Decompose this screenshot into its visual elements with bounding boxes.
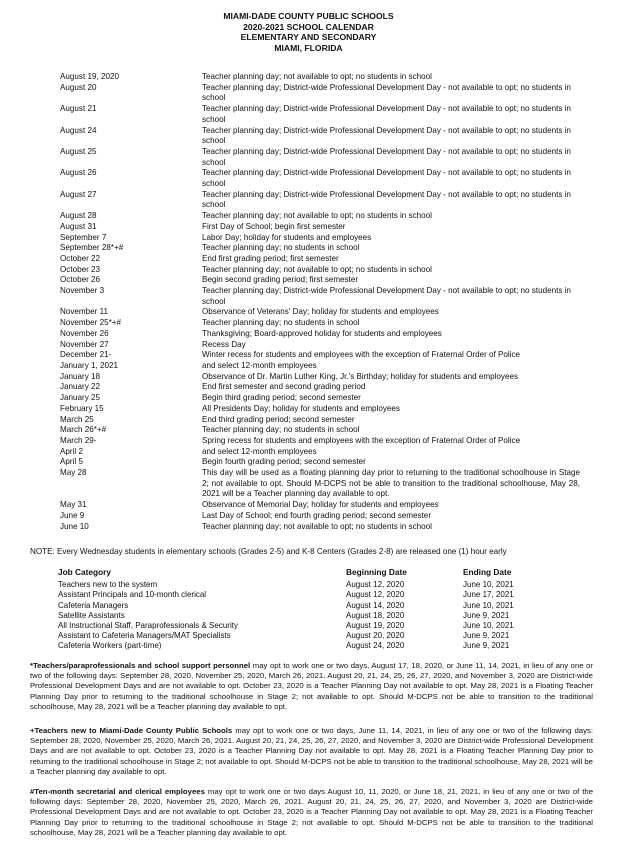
calendar-date: August 20 (60, 82, 97, 92)
header-level: ELEMENTARY AND SECONDARY (240, 32, 377, 43)
calendar-date: March 25 (60, 414, 94, 424)
calendar-date: August 24 (60, 125, 97, 135)
calendar-date: August 26 (60, 168, 97, 178)
calendar-date: January 1, 2021 (60, 360, 119, 370)
calendar-date: August 21 (60, 104, 97, 114)
calendar-row (60, 190, 580, 211)
footnote-teachers-paraprofessionals (30, 661, 593, 712)
ending-date: June 17, 2021 (463, 590, 514, 600)
calendar-date: June 9 (60, 510, 85, 520)
header-district: MIAMI-DADE COUNTY PUBLIC SCHOOLS (223, 11, 394, 21)
footnote-new-teachers (30, 726, 593, 777)
job-category-table (58, 567, 578, 652)
wednesday-note: NOTE: Every Wednesday students in elementary schools (Grades 2-5) and K-8 Centers (Grades 2-8) are released one (1) hour early (30, 547, 507, 556)
beginning-date: August 18, 2020 (346, 610, 405, 620)
calendar-row (60, 286, 580, 307)
beginning-date: August 19, 2020 (346, 621, 405, 631)
calendar-row (60, 361, 580, 372)
calendar-description: This day will be used as a floating planning day prior to returning to the traditional schoolhouse in Stage 2; not available to opt. Should M-DCPS not be able to transition to the traditional schoolhouse, May 28, 2021 will be a Teacher planning day available to opt. (202, 468, 580, 499)
beginning-date: August 24, 2020 (346, 641, 405, 651)
calendar-description: Teacher planning day; District-wide Professional Development Day - not available to opt; no students in school (202, 104, 571, 124)
calendar-date: September 28*+# (60, 243, 124, 253)
calendar-date: November 27 (60, 339, 109, 349)
calendar-row (60, 447, 580, 458)
calendar-row (60, 254, 580, 265)
job-table-body (58, 580, 578, 651)
calendar-date: March 26*+# (60, 425, 107, 435)
ending-date: June 10, 2021 (463, 580, 514, 590)
calendar-row (60, 415, 580, 426)
ending-date: June 10, 2021 (463, 600, 514, 610)
calendar-date: September 7 (60, 232, 107, 242)
calendar-description: End first grading period; first semester (202, 253, 339, 263)
ending-date: June 10, 2021 (463, 621, 514, 631)
calendar-date: May 28 (60, 468, 87, 478)
calendar-description: Spring recess for students and employees with the exception of Fraternal Order of Police (202, 435, 521, 445)
ending-date-header: Ending Date (463, 567, 512, 577)
calendar-date: November 26 (60, 328, 109, 338)
calendar-date: April 5 (60, 457, 83, 467)
header-year: 2020-2021 SCHOOL CALENDAR (243, 21, 374, 32)
footnote-lead: *Teachers/paraprofessionals and school support personnel (30, 661, 251, 670)
calendar-date: April 2 (60, 446, 83, 456)
calendar-date: February 15 (60, 403, 104, 413)
calendar-description: Labor Day; holiday for students and employees (202, 232, 372, 242)
calendar-list (60, 72, 580, 532)
calendar-row (60, 307, 580, 318)
calendar-description: Teacher planning day; District-wide Professional Development Day - not available to opt; no students in school (202, 146, 571, 167)
calendar-description: and select 12-month employees (202, 446, 317, 456)
calendar-description: Teacher planning day; District-wide Professional Development Day - not available to opt; no students in school (202, 82, 571, 103)
job-row (58, 641, 578, 651)
calendar-row (60, 222, 580, 233)
calendar-row (60, 404, 580, 415)
footnote-body: may opt to work one or two days, August 17, 18, 2020, or June 11, 14, 2021, in lieu of any one or two of the following days: September 28, 2020, November 25, 2020, March 26, 2021. August 20, 21, 24, 25, 26, 27, 2020, and November 3, 2020 are District-wide Professional Development Days and are not available to opt. October 23, 2020 is a Teacher Planning Day not available to opt. May 28, 2021 is a Floating Teacher Planning Day prior to returning to the traditional schoolhouse in Stage 2; not available to opt. Should M-DCPS not be able to transition to the traditional schoolhouse, May 28, 2021 will be a Teacher planning day available to opt. (30, 661, 594, 711)
footnote-ten-month-clerical (30, 787, 593, 838)
calendar-date: May 31 (60, 500, 87, 510)
calendar-description: Begin fourth grading period; second semester (202, 457, 366, 467)
calendar-row (60, 275, 580, 286)
calendar-date: August 19, 2020 (60, 72, 119, 81)
calendar-description: End first semester and second grading period (202, 382, 366, 392)
calendar-description: Begin second grading period; first semester (202, 275, 359, 285)
calendar-description: All Presidents Day; holiday for students and employees (202, 403, 400, 413)
job-row (58, 631, 578, 641)
calendar-date: March 29- (60, 435, 97, 445)
calendar-description: Teacher planning day; District-wide Professional Development Day - not available to opt; no students in school (202, 286, 571, 306)
job-category: Cafeteria Managers (58, 600, 129, 610)
ending-date: June 9, 2021 (463, 641, 510, 651)
calendar-description: Teacher planning day; no students in school (202, 425, 360, 435)
job-row (58, 611, 578, 621)
calendar-description: Teacher planning day; no students in school (202, 318, 360, 328)
calendar-date: October 26 (60, 275, 101, 285)
calendar-row (60, 468, 580, 500)
calendar-date: August 31 (60, 221, 97, 231)
calendar-date: January 25 (60, 393, 101, 403)
calendar-row (60, 500, 580, 511)
beginning-date: August 14, 2020 (346, 600, 405, 610)
calendar-row (60, 233, 580, 244)
header-city: MIAMI, FLORIDA (274, 42, 343, 53)
job-row (58, 590, 578, 600)
ending-date: June 9, 2021 (463, 610, 510, 620)
calendar-row (60, 243, 580, 254)
calendar-date: November 3 (60, 286, 105, 296)
job-category: Assistant to Cafeteria Managers/MAT Specialists (58, 631, 231, 641)
calendar-description: End third grading period; second semester (202, 414, 355, 424)
calendar-description: Recess Day (202, 339, 246, 349)
job-category-header: Job Category (58, 567, 112, 577)
job-row (58, 601, 578, 611)
calendar-date: January 18 (60, 371, 101, 381)
calendar-date: November 11 (60, 307, 108, 317)
calendar-description: Observance of Dr. Martin Luther King, Jr.'s Birthday; holiday for students and employees (202, 371, 519, 381)
job-row (58, 621, 578, 631)
calendar-row (60, 382, 580, 393)
job-category: Teachers new to the system (58, 580, 158, 590)
calendar-date: October 23 (60, 264, 101, 274)
calendar-row (60, 72, 580, 83)
footnote-body: may opt to work one or two days August 10, 11, 2020, or June 18, 21, 2021, in lieu of any one or two of the following days: September 28, 2020, November 25, 2020, March 26, 2021. August 20, 21, 24, 25, 26, 27, 2020, and November 3, 2020 are District-wide Professional Development Days and are not available to opt. October 23, 2020 is a Teacher Planning Day not available to opt. May 28, 2021 is a Floating Teacher Planning Day prior to returning to the traditional schoolhouse in Stage 2; not available to opt. Should M-DCPS not be able to transition to the traditional schoolhouse, May 28, 2021 will be a Teacher planning day available to opt. (30, 787, 594, 837)
job-row (58, 580, 578, 590)
calendar-description: Winter recess for students and employees with the exception of Fraternal Order of Police (202, 350, 521, 360)
calendar-date: August 25 (60, 146, 97, 156)
footnote-body: may opt to work one or two days, June 11, 14, 2021, in lieu of any one or two of the following days: September 28, 2020, November 25, 2020, March 26, 2021. August 20, 21, 24, 25, 26, 27, 2020, and November 3, 2020 are District-wide Professional Development Days and are not available to opt. October 23, 2020 is a Teacher Planning Day not available to opt. May 28, 2021 is a Floating Teacher Planning Day prior to returning to the traditional schoolhouse in Stage 2; not available to opt. Should M-DCPS not be able to transition to the traditional schoolhouse, May 28, 2021 will be a Teacher planning day available to opt. (30, 726, 593, 776)
calendar-description: Teacher planning day; District-wide Professional Development Day - not available to opt; no students in school (202, 168, 571, 189)
calendar-description: Thanksgiving; Board-approved holiday for students and employees (202, 328, 442, 338)
calendar-description: Teacher planning day; not available to opt; no students in school (202, 72, 432, 81)
beginning-date: August 12, 2020 (346, 580, 405, 590)
calendar-date: December 21- (60, 350, 112, 360)
calendar-description: First Day of School; begin first semester (202, 221, 346, 231)
job-category: All Instructional Staff, Paraprofessionals & Security (58, 621, 238, 631)
calendar-row (60, 522, 580, 533)
job-table-header (58, 567, 578, 577)
beginning-date-header: Beginning Date (346, 567, 407, 577)
calendar-description: Begin third grading period; second semester (202, 393, 361, 403)
job-category: Assistant Principals and 10-month clerical (58, 590, 207, 600)
calendar-row (60, 147, 580, 168)
calendar-date: January 22 (60, 382, 101, 392)
calendar-description: Teacher planning day; not available to opt; no students in school (202, 521, 432, 531)
ending-date: June 9, 2021 (463, 631, 510, 641)
beginning-date: August 12, 2020 (346, 590, 405, 600)
calendar-date: October 22 (60, 253, 101, 263)
calendar-row (60, 211, 580, 222)
calendar-row (60, 329, 580, 340)
calendar-row (60, 318, 580, 329)
calendar-row (60, 104, 580, 125)
calendar-date: August 27 (60, 189, 97, 199)
calendar-row (60, 265, 580, 276)
document-header (0, 11, 617, 53)
job-category: Satellite Assistants (58, 610, 125, 620)
footnote-lead: +Teachers new to Miami-Dade County Public Schools (30, 726, 233, 735)
calendar-row (60, 436, 580, 447)
calendar-row (60, 340, 580, 351)
calendar-description: Teacher planning day; District-wide Professional Development Day - not available to opt; no students in school (202, 189, 571, 210)
calendar-description: Teacher planning day; not available to opt; no students in school (202, 211, 432, 221)
calendar-date: November 25*+# (60, 318, 121, 328)
calendar-row (60, 393, 580, 404)
calendar-row (60, 425, 580, 436)
calendar-row (60, 372, 580, 383)
calendar-description: Teacher planning day; District-wide Professional Development Day - not available to opt; no students in school (202, 125, 571, 146)
calendar-description: and select 12-month employees (202, 360, 317, 370)
calendar-description: Observance of Veterans' Day; holiday for students and employees (202, 307, 439, 317)
calendar-row (60, 126, 580, 147)
beginning-date: August 20, 2020 (346, 631, 405, 641)
calendar-description: Teacher planning day; no students in school (202, 243, 360, 253)
calendar-description: Last Day of School; end fourth grading period; second semester (202, 510, 432, 520)
calendar-row (60, 457, 580, 468)
job-category: Cafeteria Workers (part-time) (58, 641, 162, 651)
calendar-description: Observance of Memorial Day; holiday for students and employees (202, 500, 439, 510)
calendar-date: August 28 (60, 211, 97, 221)
calendar-row (60, 83, 580, 104)
calendar-date: June 10 (60, 521, 89, 531)
calendar-row (60, 350, 580, 361)
calendar-description: Teacher planning day; not available to opt; no students in school (202, 264, 432, 274)
calendar-row (60, 511, 580, 522)
calendar-row (60, 168, 580, 189)
footnote-lead: #Ten-month secretarial and clerical employees (30, 787, 205, 796)
